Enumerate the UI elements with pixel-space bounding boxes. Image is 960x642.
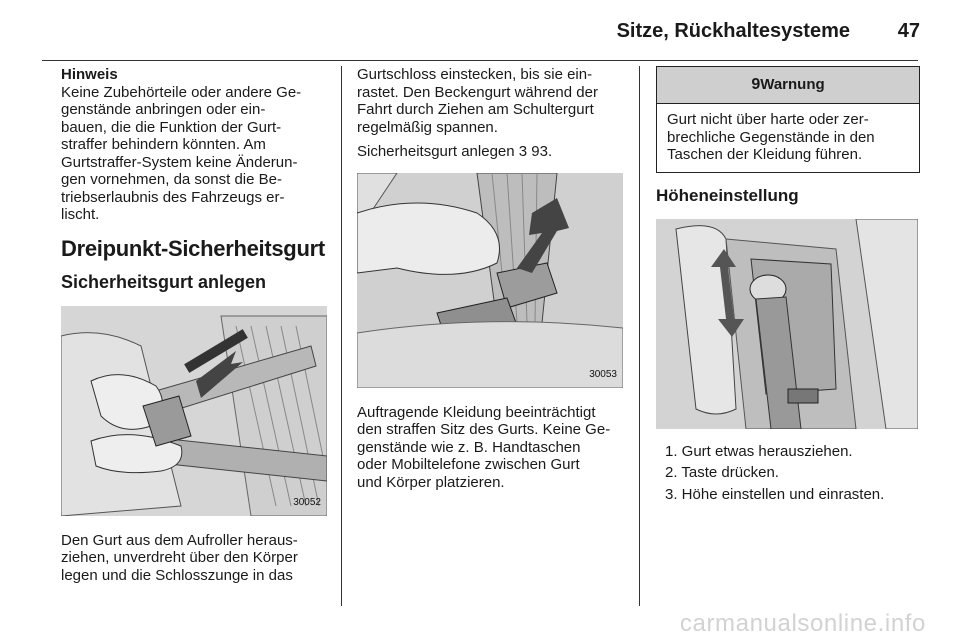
reference-page: 93. <box>527 143 553 160</box>
list-item: 2. Taste drücken. <box>665 464 779 481</box>
belt-illustration <box>61 306 327 516</box>
subsection-heading: Sicherheitsgurt anlegen <box>61 271 267 292</box>
body-text: Gurtschloss einstecken, bis sie ein- rastet. Den Beckengurt während der Fahrt durch Ziehen am Schultergurt regelmäßig spannen. <box>357 66 598 136</box>
warning-text: Gurt nicht über harte oder zer- brechliche Gegenstände in den Taschen der Kleidung führen. <box>667 111 875 163</box>
list-item: 3. Höhe einstellen und einrasten. <box>665 485 885 503</box>
page-header-title: Sitze, Rückhaltesysteme <box>616 20 850 42</box>
warning-title: Warnung <box>760 76 825 93</box>
body-text: Auftragende Kleidung beeinträchtigt den straffen Sitz des Gurts. Keine Ge- genstände wie z. B. Handtaschen oder Mobiltelefone zwischen Gurt und Körper platzieren. <box>357 403 611 491</box>
watermark: carmanualsonline.info <box>679 610 926 637</box>
warning-header <box>657 67 919 104</box>
list-item: 1. Gurt etwas herausziehen. <box>665 442 853 460</box>
column-2 <box>357 66 623 491</box>
body-text: Den Gurt aus dem Aufroller heraus- ziehen, unverdreht über den Körper legen und die Schlosszunge in das <box>61 531 298 584</box>
section-heading: Höheneinstellung <box>656 185 799 205</box>
header-rule <box>42 60 918 61</box>
warning-box <box>656 66 920 173</box>
note-text: Keine Zubehörteile oder andere Ge- genstände anbringen oder ein- bauen, die die Funktion der Gurt- straffer behindern könnten. Am Gurtstraffer-System keine Änderun- gen vornehmen, da sonst die Be- triebserlaubnis des Fahrzeugs er- lischt. <box>61 83 302 223</box>
warning-symbol-icon: 9 <box>751 76 761 93</box>
column-divider-1 <box>341 66 342 606</box>
buckle-illustration <box>357 173 623 388</box>
reference-symbol: 3 <box>518 143 528 160</box>
figure-buckle-belt <box>61 306 327 516</box>
column-3 <box>656 66 920 507</box>
height-adjust-illustration <box>656 219 918 429</box>
figure-number: 30052 <box>293 497 321 508</box>
steps-list <box>656 443 920 504</box>
figure-buckle-insert <box>357 173 623 388</box>
note-title: Hinweis <box>61 66 118 83</box>
reference-text: Sicherheitsgurt anlegen <box>357 143 519 160</box>
section-heading: Dreipunkt-Sicherheitsgurt <box>61 235 325 261</box>
figure-height-adjust <box>656 219 918 429</box>
column-1 <box>61 66 327 584</box>
column-divider-2 <box>639 66 640 606</box>
cross-reference <box>357 143 623 161</box>
page-number: 47 <box>897 20 920 42</box>
figure-number: 30053 <box>589 369 617 380</box>
